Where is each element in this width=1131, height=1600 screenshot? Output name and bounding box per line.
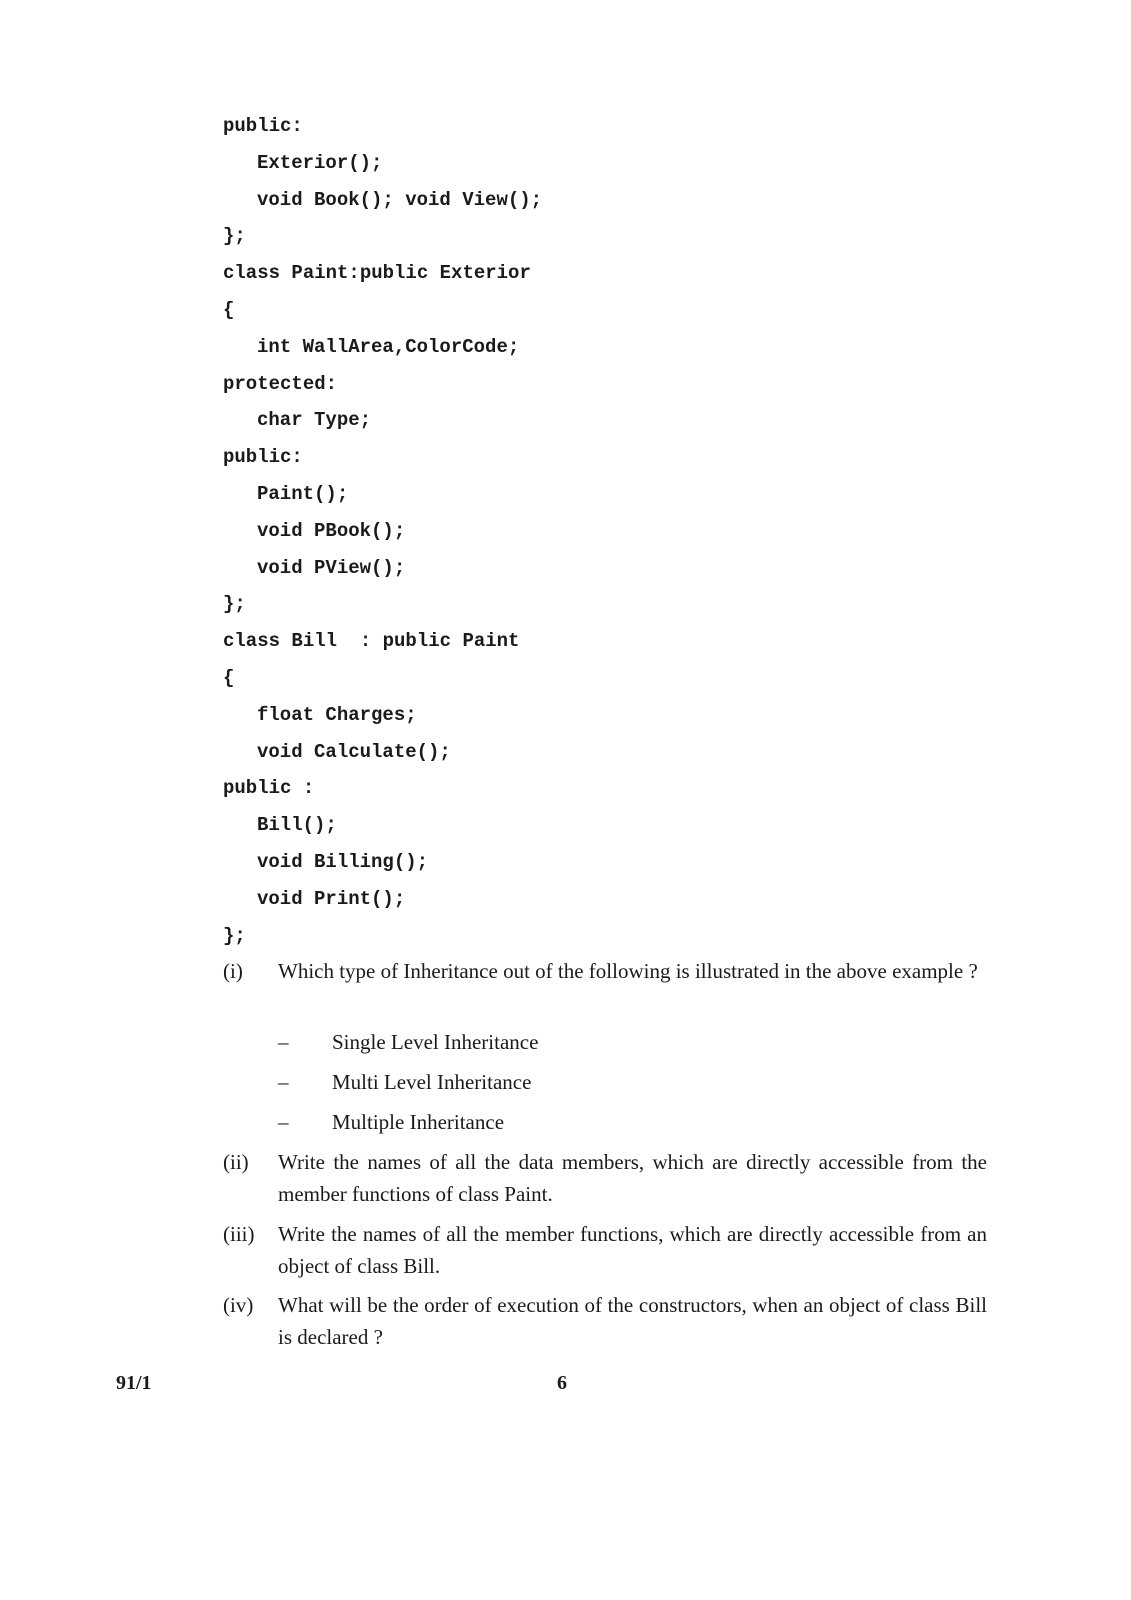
paper-code: 91/1 — [116, 1372, 152, 1394]
code-line: void PView(); — [257, 556, 406, 579]
option-item — [278, 1066, 538, 1106]
option-text: Single Level Inheritance — [332, 1030, 539, 1054]
question-i — [223, 955, 987, 987]
question-text: Which type of Inheritance out of the following is illustrated in the above example ? — [278, 959, 978, 983]
dash-bullet: – — [278, 1110, 289, 1134]
code-line: }; — [223, 593, 246, 616]
code-line: int WallArea,ColorCode; — [257, 335, 520, 358]
question-number: (ii) — [223, 1150, 249, 1174]
code-line: void Print(); — [257, 887, 406, 910]
code-line: char Type; — [257, 409, 372, 432]
code-line: Exterior(); — [257, 151, 383, 174]
dash-bullet: – — [278, 1070, 289, 1094]
option-item — [278, 1106, 538, 1146]
code-line: void Billing(); — [257, 850, 429, 873]
option-list — [278, 1026, 538, 1146]
code-line: Paint(); — [257, 482, 349, 505]
question-iii — [223, 1218, 987, 1282]
code-line: }; — [223, 924, 246, 947]
code-line: protected: — [223, 372, 338, 395]
code-line: class Bill : public Paint — [223, 630, 520, 653]
code-line: { — [223, 666, 235, 689]
code-line: { — [223, 298, 235, 321]
code-block — [223, 108, 542, 954]
code-line: Bill(); — [257, 814, 337, 837]
question-text: Write the names of all the member functions, which are directly accessible from an object of class Bill. — [278, 1222, 987, 1278]
question-number: (i) — [223, 959, 243, 983]
dash-bullet: – — [278, 1030, 289, 1054]
question-ii — [223, 1146, 987, 1210]
code-line: public : — [223, 777, 315, 800]
code-line: }; — [223, 225, 246, 248]
code-line: public: — [223, 115, 303, 137]
question-text: Write the names of all the data members, which are directly accessible from the member functions of class Paint. — [278, 1150, 987, 1206]
page-number: 6 — [557, 1372, 567, 1394]
code-line: void Calculate(); — [257, 740, 451, 763]
option-item — [278, 1026, 538, 1066]
question-number: (iv) — [223, 1293, 254, 1317]
code-line: void Book(); void View(); — [257, 188, 543, 211]
code-line: class Paint:public Exterior — [223, 262, 531, 285]
question-iv — [223, 1289, 987, 1353]
question-text: What will be the order of execution of the constructors, when an object of class Bill is declared ? — [278, 1293, 987, 1349]
option-text: Multi Level Inheritance — [332, 1070, 532, 1094]
code-line: void PBook(); — [257, 519, 406, 542]
code-line: float Charges; — [257, 703, 417, 726]
question-number: (iii) — [223, 1222, 255, 1246]
option-text: Multiple Inheritance — [332, 1110, 505, 1134]
code-line: public: — [223, 446, 303, 469]
